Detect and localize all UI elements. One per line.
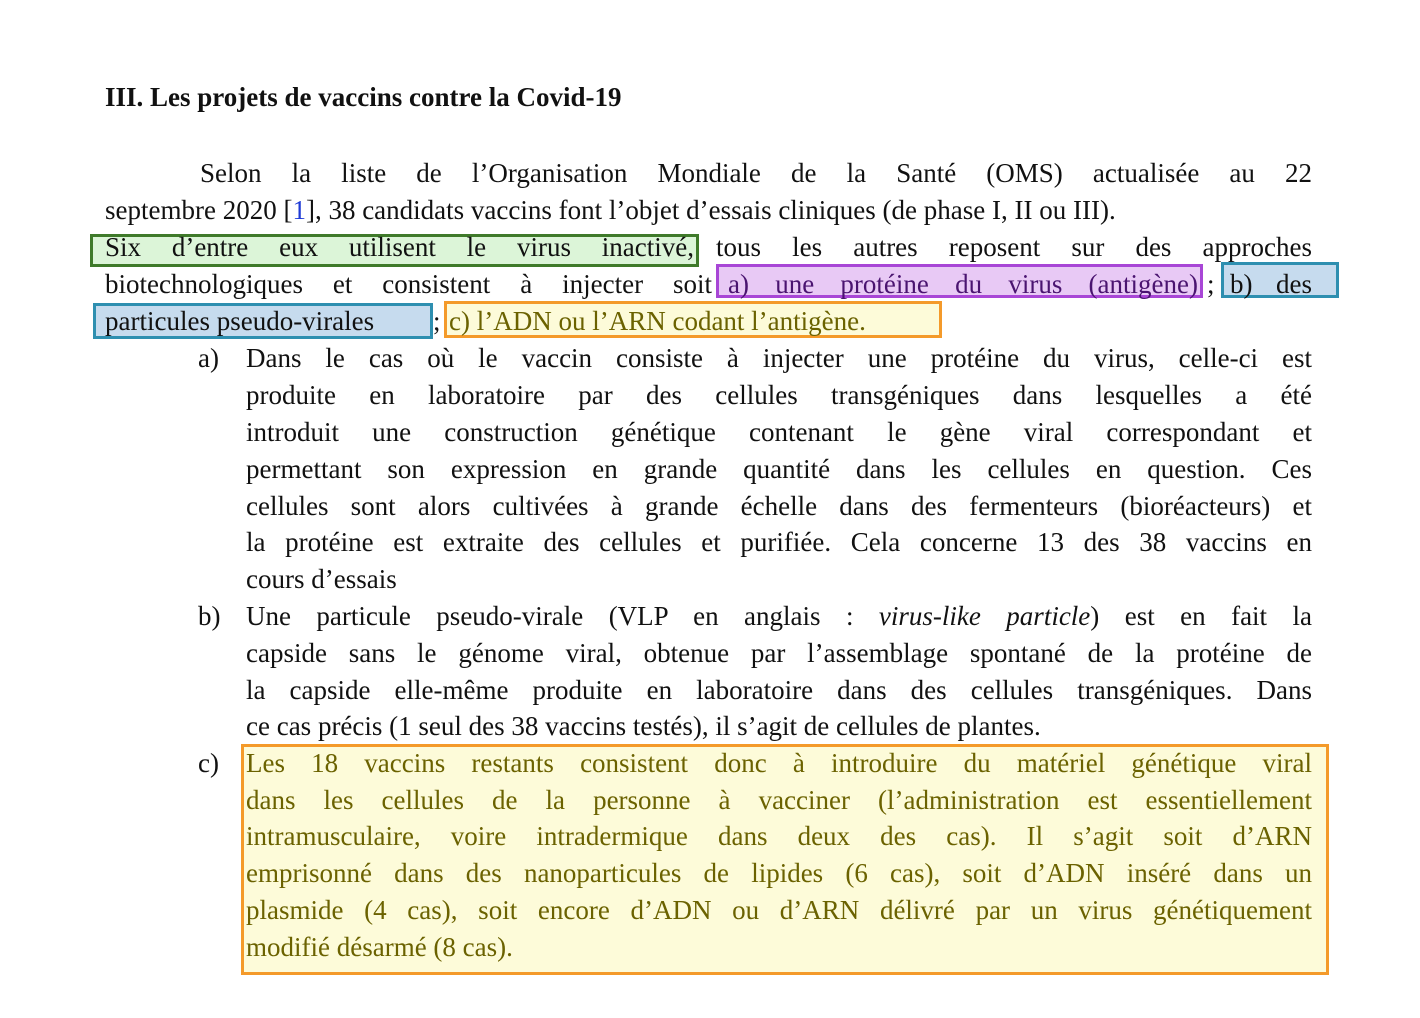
list-a-line: cours d’essais [246, 564, 397, 594]
intro-vlp-text-2: particules pseudo-virales [105, 306, 375, 336]
list-c-line: Les 18 vaccins restants consistent donc à introduire du matériel génétique viral [246, 748, 1312, 778]
list-marker-c: c) [198, 748, 219, 778]
list-b-line-1-post: ) est en fait la [1090, 601, 1312, 631]
list-b-line-1-pre: Une particule pseudo-virale (VLP en anglais : [246, 601, 879, 631]
intro-line-1: Selon la liste de l’Organisation Mondiale de la Santé (OMS) actualisée au 22 [200, 158, 1312, 188]
list-a-line: Dans le cas où le vaccin consiste à injecter une protéine du virus, celle-ci est [246, 343, 1312, 373]
list-c-line: dans les cellules de la personne à vacciner (l’administration est essentiellement [246, 785, 1312, 815]
section-heading: III. Les projets de vaccins contre la Covid-19 [105, 82, 622, 112]
intro-protein-text: a) une protéine du virus (antigène) [728, 269, 1198, 299]
list-c-line: plasmide (4 cas), soit encore d’ADN ou d’ARN délivré par un virus génétiquement [246, 895, 1312, 925]
list-c-line: emprisonné dans des nanoparticules de lipides (6 cas), soit d’ADN inséré dans un [246, 858, 1312, 888]
list-a-line: cellules sont alors cultivées à grande échelle dans des fermenteurs (bioréacteurs) et [246, 491, 1312, 521]
intro-line-4-pre: biotechnologiques et consistent à injecter soit [105, 269, 712, 299]
list-b-line-1 [246, 598, 1312, 635]
list-a-line: la protéine est extraite des cellules et purifiée. Cela concerne 13 des 38 vaccins en [246, 527, 1312, 557]
list-a-line: permettant son expression en grande quantité dans les cellules en question. Ces [246, 454, 1312, 484]
intro-line-2-pre: septembre 2020 [ [105, 195, 293, 225]
intro-line-2-post: ], 38 candidats vaccins font l’objet d’essais cliniques (de phase I, II ou III). [305, 195, 1116, 225]
intro-dna-rna-text: c) l’ADN ou l’ARN codant l’antigène. [449, 306, 866, 336]
reference-link[interactable]: 1 [292, 195, 306, 225]
list-a-line: introduit une construction génétique contenant le gène viral correspondant et [246, 417, 1312, 447]
list-c-line: intramusculaire, voire intradermique dans deux des cas). Il s’agit soit d’ARN [246, 821, 1312, 851]
list-b-italic-term: virus-like particle [878, 601, 1091, 631]
intro-line-2 [105, 192, 1312, 229]
list-a-line: produite en laboratoire par des cellules transgéniques dans lesquelles a été [246, 380, 1312, 410]
list-marker-b: b) [198, 601, 221, 631]
list-marker-a: a) [198, 343, 219, 373]
intro-inactivated-text: Six d’entre eux utilisent le virus inactivé, [105, 232, 694, 262]
separator-1: ; [1207, 269, 1215, 299]
list-b-line: la capside elle-même produite en laboratoire dans des cellules transgéniques. Dans [246, 675, 1312, 705]
intro-vlp-text-1: b) des [1230, 269, 1312, 299]
list-c-line: modifié désarmé (8 cas). [246, 932, 513, 962]
separator-2: ; [433, 306, 441, 336]
list-b-line: ce cas précis (1 seul des 38 vaccins testés), il s’agit de cellules de plantes. [246, 711, 1041, 741]
intro-line-3-rest: tous les autres reposent sur des approches [716, 232, 1312, 262]
list-b-line: capside sans le génome viral, obtenue par l’assemblage spontané de la protéine de [246, 638, 1312, 668]
